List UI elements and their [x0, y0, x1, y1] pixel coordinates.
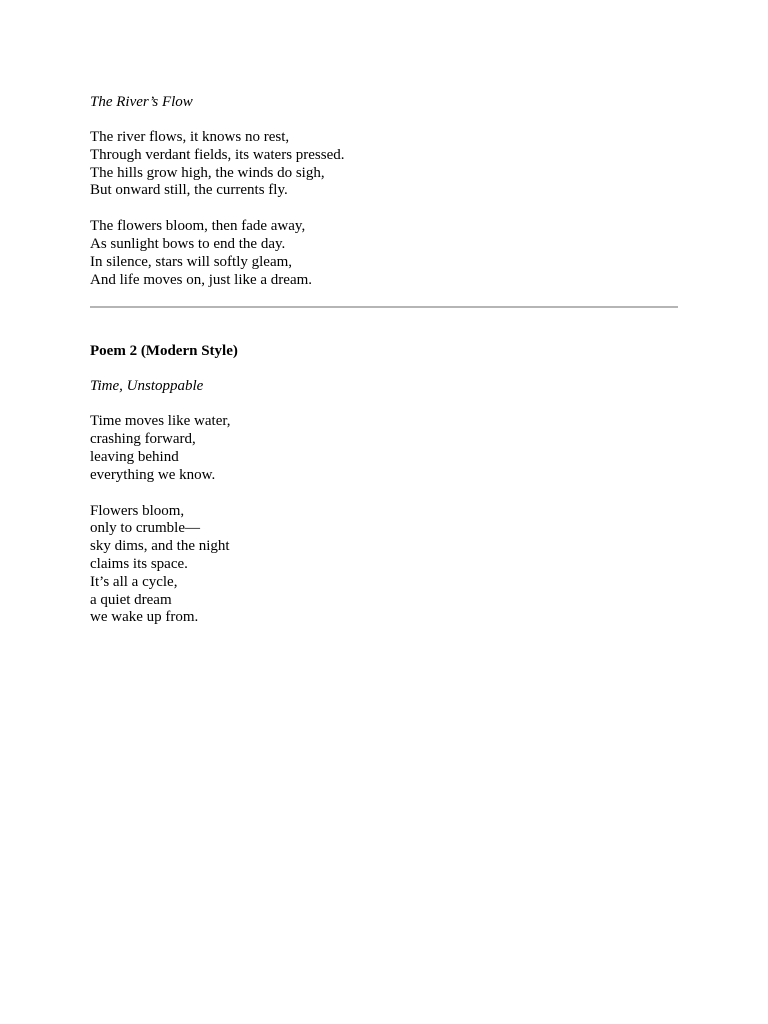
poem1-stanza-1	[90, 129, 678, 200]
poem-line: claims its space.	[90, 555, 188, 572]
poem2-heading: Poem 2 (Modern Style)	[90, 343, 238, 360]
poem2-stanza-2	[90, 503, 678, 628]
poem-line: Time moves like water,	[90, 413, 231, 430]
poem-line: And life moves on, just like a dream.	[90, 271, 313, 288]
poem1-stanza-2	[90, 218, 678, 289]
poem-line: The hills grow high, the winds do sigh,	[90, 164, 325, 181]
poem2-title: Time, Unstoppable	[90, 378, 204, 395]
poem-line: only to crumble—	[90, 520, 200, 537]
poem-line: a quiet dream	[90, 591, 172, 608]
poem-line: But onward still, the currents fly.	[90, 182, 288, 199]
poem-line: Flowers bloom,	[90, 502, 185, 519]
document-page	[90, 93, 678, 627]
poem-line: we wake up from.	[90, 609, 199, 626]
poem1-title: The River’s Flow	[90, 94, 193, 110]
poem-line: crashing forward,	[90, 431, 196, 448]
poem-line: In silence, stars will softly gleam,	[90, 253, 293, 270]
poem-line: everything we know.	[90, 466, 216, 483]
poem-line: The flowers bloom, then fade away,	[90, 218, 306, 235]
poem-line: The river flows, it knows no rest,	[90, 129, 290, 145]
poem2-stanza-1	[90, 413, 678, 484]
poem-line: As sunlight bows to end the day.	[90, 235, 286, 252]
poem-line: leaving behind	[90, 448, 179, 465]
poem-line: sky dims, and the night	[90, 538, 230, 555]
poem-line: Through verdant fields, its waters pressed.	[90, 146, 345, 163]
poem-line: It’s all a cycle,	[90, 573, 178, 590]
section-divider	[90, 306, 678, 308]
